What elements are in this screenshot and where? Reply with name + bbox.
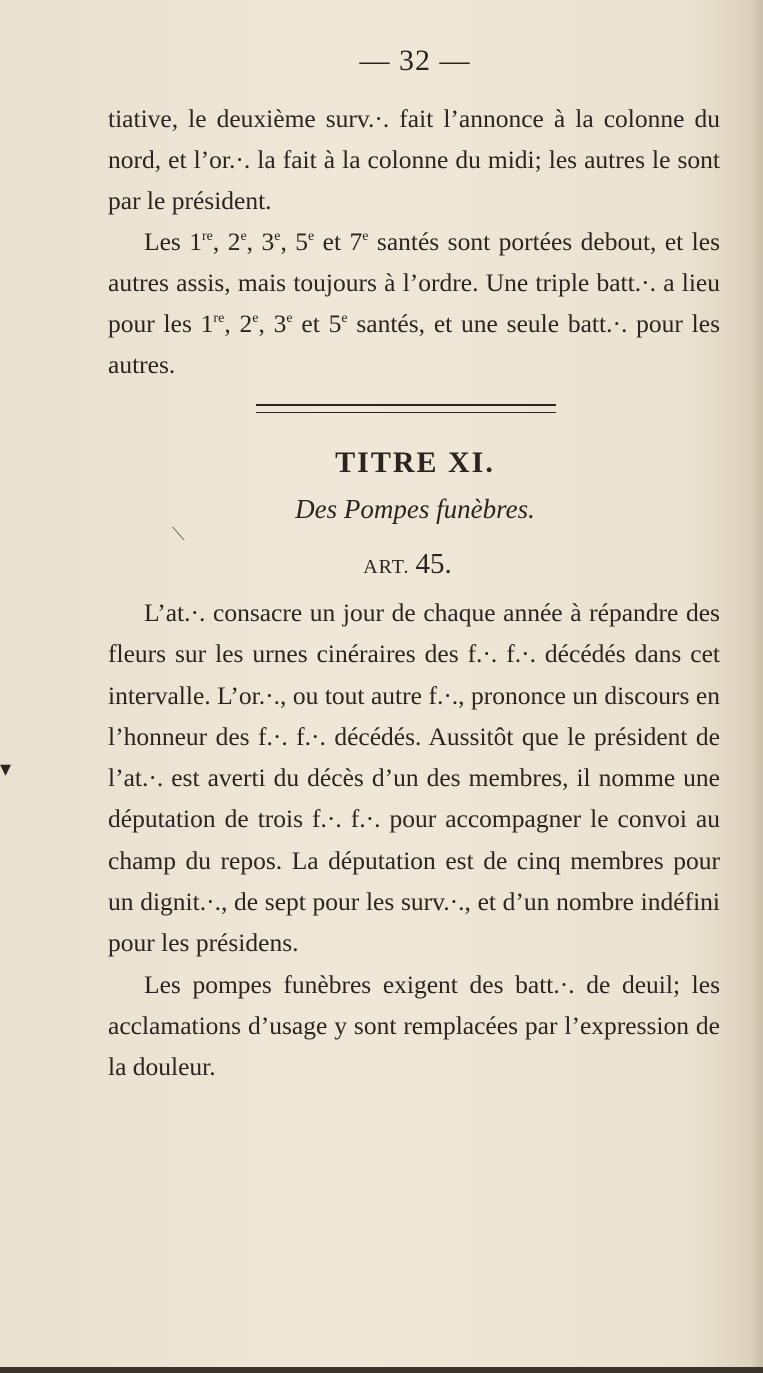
top-text-block xyxy=(108,98,720,385)
paragraph-batteries-deuil: Les pompes funèbres exigent des batt.·. de deuil; les acclamations d’usage y sont remplacées par l’expression de la douleur. xyxy=(108,969,720,1082)
section-divider-rule xyxy=(256,404,556,413)
section-subtitle: Des Pompes funèbres. xyxy=(295,494,535,524)
article-label: ART. xyxy=(363,556,410,578)
paragraph-continuation: tiative, le deuxième surv.·. fait l’annonce à la colonne du nord, et l’or.·. la fait à la colonne du midi; les autres le sont par le président. xyxy=(108,104,720,215)
page-number: — 32 — xyxy=(359,44,471,77)
paragraph-pompes-funebres: L’at.·. consacre un jour de chaque année à répandre des fleurs sur les urnes cinéraires des f.·. f.·. décédés dans cet intervalle. L’or.·., ou tout autre f.·., prononce un discours en l’honneur des f.·. f.·. décédés. Aussitôt que le président de l’at.·. est averti du décès d’un des membres, il nomme une députation de trois f.·. f.·. pour accompagner le convoi au champ du repos. La députation est de cinq membres pour un dignit.·., de sept pour les surv.·., et d’un nombre indéfini pour les présidens. xyxy=(108,598,720,958)
page-bottom-edge xyxy=(0,1367,763,1373)
article-heading xyxy=(0,548,763,581)
paragraph-santes: Les 1re, 2e, 3e, 5e et 7e santés sont portées debout, et les autres assis, mais toujours à l’ordre. Une triple batt.·. a lieu pour les 1re, 2e, 3e et 5e santés, et une seule batt.·. pour les autres. xyxy=(108,227,721,379)
page-edge-shadow xyxy=(749,0,763,1373)
stray-mark-icon: ⟍ xyxy=(172,524,185,544)
section-title: TITRE XI. xyxy=(335,446,495,479)
body-text-block xyxy=(108,592,720,1088)
article-number: 45. xyxy=(415,548,452,580)
margin-mark-icon: ▾ xyxy=(0,756,12,781)
